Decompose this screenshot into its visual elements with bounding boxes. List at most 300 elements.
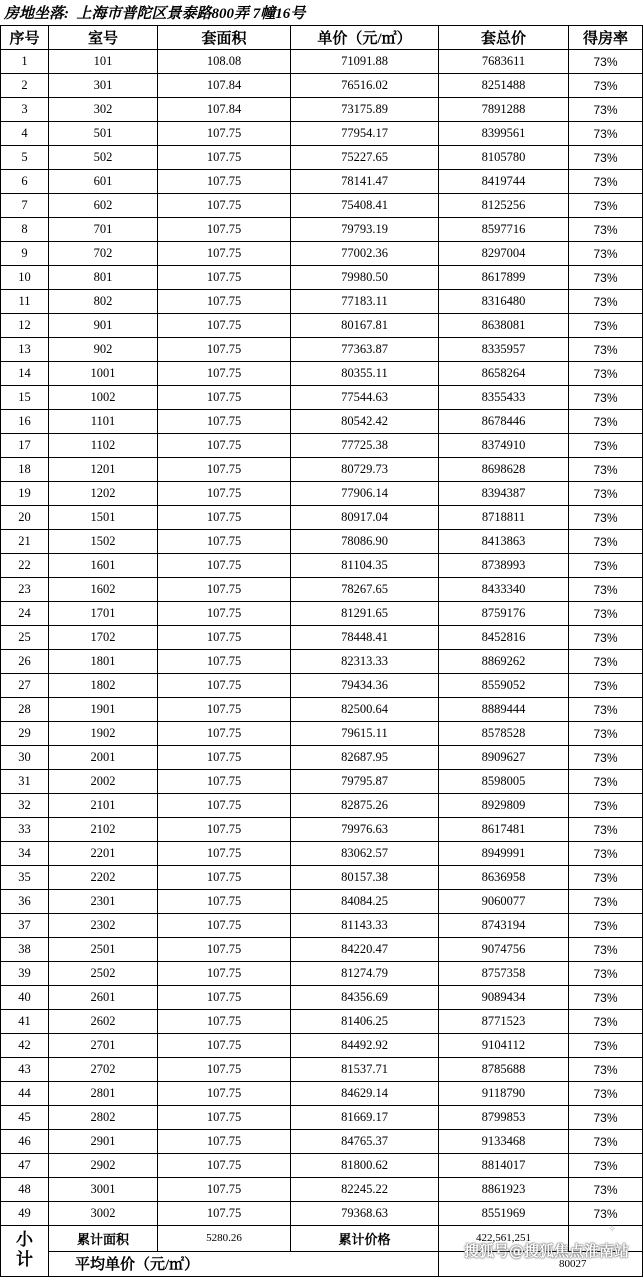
cell-unit-price: 79793.19 (291, 218, 439, 242)
cell-unit-price: 75227.65 (291, 146, 439, 170)
cell-index: 32 (1, 794, 49, 818)
cell-total-price: 9074756 (439, 938, 569, 962)
cell-room: 602 (49, 194, 158, 218)
table-row (1, 1010, 643, 1034)
cell-room: 1201 (49, 458, 158, 482)
cell-unit-price: 84492.92 (291, 1034, 439, 1058)
cell-unit-price: 77363.87 (291, 338, 439, 362)
cell-total-price: 8799853 (439, 1106, 569, 1130)
table-row (1, 1082, 643, 1106)
cell-unit-price: 82313.33 (291, 650, 439, 674)
cell-room: 902 (49, 338, 158, 362)
table-row (1, 626, 643, 650)
table-row (1, 314, 643, 338)
cell-efficiency: 73% (569, 74, 643, 98)
cell-total-price: 8785688 (439, 1058, 569, 1082)
cell-efficiency: 73% (569, 362, 643, 386)
table-row (1, 194, 643, 218)
col-header-unit-price: 单价（元/㎡） (291, 26, 439, 50)
cell-room: 2701 (49, 1034, 158, 1058)
cell-unit-price: 71091.88 (291, 50, 439, 74)
cell-efficiency: 73% (569, 746, 643, 770)
cell-area: 107.75 (158, 578, 291, 602)
cell-area: 107.75 (158, 1178, 291, 1202)
cell-efficiency: 73% (569, 866, 643, 890)
cell-index: 14 (1, 362, 49, 386)
cell-index: 49 (1, 1202, 49, 1226)
cell-efficiency: 73% (569, 626, 643, 650)
cell-unit-price: 81104.35 (291, 554, 439, 578)
cell-unit-price: 79434.36 (291, 674, 439, 698)
cell-unit-price: 73175.89 (291, 98, 439, 122)
cell-room: 2201 (49, 842, 158, 866)
cell-area: 107.75 (158, 770, 291, 794)
cell-index: 47 (1, 1154, 49, 1178)
cell-efficiency: 73% (569, 986, 643, 1010)
table-row (1, 698, 643, 722)
table-row (1, 842, 643, 866)
cell-efficiency: 73% (569, 410, 643, 434)
table-row (1, 722, 643, 746)
table-row (1, 74, 643, 98)
cell-index: 21 (1, 530, 49, 554)
cell-total-price: 9118790 (439, 1082, 569, 1106)
cell-unit-price: 80542.42 (291, 410, 439, 434)
cell-index: 39 (1, 962, 49, 986)
cell-room: 302 (49, 98, 158, 122)
cell-unit-price: 80729.73 (291, 458, 439, 482)
cell-total-price: 8598005 (439, 770, 569, 794)
cell-index: 12 (1, 314, 49, 338)
cell-room: 502 (49, 146, 158, 170)
table-row (1, 554, 643, 578)
cell-efficiency: 73% (569, 962, 643, 986)
cell-total-price: 8433340 (439, 578, 569, 602)
cell-total-price: 8316480 (439, 290, 569, 314)
cell-total-price: 9104112 (439, 1034, 569, 1058)
cell-efficiency: 73% (569, 50, 643, 74)
cell-total-price: 8355433 (439, 386, 569, 410)
cell-area: 107.75 (158, 266, 291, 290)
cell-index: 44 (1, 1082, 49, 1106)
cell-area: 107.75 (158, 626, 291, 650)
subtotal-label-text: 小计 (16, 1230, 33, 1269)
cell-area: 107.75 (158, 602, 291, 626)
cell-total-price: 8413863 (439, 530, 569, 554)
cell-area: 107.84 (158, 98, 291, 122)
cell-total-price: 8638081 (439, 314, 569, 338)
cell-room: 1801 (49, 650, 158, 674)
cell-area: 107.75 (158, 218, 291, 242)
total-price-value: 422,561,251 (439, 1226, 569, 1252)
cell-unit-price: 80355.11 (291, 362, 439, 386)
cell-area: 107.75 (158, 1010, 291, 1034)
cell-room: 1501 (49, 506, 158, 530)
cell-room: 1002 (49, 386, 158, 410)
cell-unit-price: 82687.95 (291, 746, 439, 770)
cell-unit-price: 81800.62 (291, 1154, 439, 1178)
cell-efficiency: 73% (569, 314, 643, 338)
cell-index: 46 (1, 1130, 49, 1154)
cell-unit-price: 77954.17 (291, 122, 439, 146)
cell-efficiency: 73% (569, 698, 643, 722)
cell-index: 1 (1, 50, 49, 74)
cell-room: 701 (49, 218, 158, 242)
cell-room: 2301 (49, 890, 158, 914)
col-header-index: 序号 (1, 26, 49, 50)
table-row (1, 866, 643, 890)
cell-area: 107.75 (158, 1106, 291, 1130)
cell-efficiency: 73% (569, 386, 643, 410)
table-row (1, 410, 643, 434)
cell-area: 107.75 (158, 1082, 291, 1106)
cell-unit-price: 84356.69 (291, 986, 439, 1010)
cell-total-price: 8394387 (439, 482, 569, 506)
table-row (1, 458, 643, 482)
cell-area: 107.75 (158, 986, 291, 1010)
cell-efficiency: 73% (569, 1130, 643, 1154)
cell-total-price: 8929809 (439, 794, 569, 818)
cell-total-price: 8861923 (439, 1178, 569, 1202)
col-header-area: 套面积 (158, 26, 291, 50)
cell-total-price: 8578528 (439, 722, 569, 746)
cell-unit-price: 84765.37 (291, 1130, 439, 1154)
cell-room: 1902 (49, 722, 158, 746)
cell-unit-price: 82875.26 (291, 794, 439, 818)
cell-room: 2601 (49, 986, 158, 1010)
cell-room: 1102 (49, 434, 158, 458)
cell-index: 13 (1, 338, 49, 362)
cell-room: 1502 (49, 530, 158, 554)
cell-efficiency: 73% (569, 1058, 643, 1082)
cell-area: 107.75 (158, 290, 291, 314)
table-row (1, 578, 643, 602)
cell-room: 2302 (49, 914, 158, 938)
cell-room: 702 (49, 242, 158, 266)
cell-total-price: 8636958 (439, 866, 569, 890)
cell-area: 107.75 (158, 674, 291, 698)
cell-unit-price: 78448.41 (291, 626, 439, 650)
cell-room: 2101 (49, 794, 158, 818)
cell-efficiency: 73% (569, 1202, 643, 1226)
cell-area: 107.75 (158, 1058, 291, 1082)
cell-index: 18 (1, 458, 49, 482)
cell-efficiency: 73% (569, 602, 643, 626)
cell-index: 11 (1, 290, 49, 314)
cell-area: 107.75 (158, 1202, 291, 1226)
cell-index: 40 (1, 986, 49, 1010)
cell-area: 107.75 (158, 338, 291, 362)
cell-area: 107.75 (158, 1034, 291, 1058)
cell-efficiency: 73% (569, 482, 643, 506)
average-price-label: 平均单价（元/㎡） (49, 1251, 439, 1277)
cell-total-price: 8335957 (439, 338, 569, 362)
cell-efficiency: 73% (569, 818, 643, 842)
cell-index: 23 (1, 578, 49, 602)
cell-index: 7 (1, 194, 49, 218)
table-row (1, 818, 643, 842)
table-row (1, 1034, 643, 1058)
cell-efficiency: 73% (569, 530, 643, 554)
cell-unit-price: 81406.25 (291, 1010, 439, 1034)
cell-room: 2602 (49, 1010, 158, 1034)
total-price-label: 累计价格 (291, 1226, 439, 1252)
cell-efficiency: 73% (569, 434, 643, 458)
cell-index: 38 (1, 938, 49, 962)
cell-area: 107.75 (158, 362, 291, 386)
cell-total-price: 8105780 (439, 146, 569, 170)
table-row (1, 506, 643, 530)
cell-total-price: 8909627 (439, 746, 569, 770)
cell-unit-price: 83062.57 (291, 842, 439, 866)
cell-area: 107.75 (158, 530, 291, 554)
table-row (1, 290, 643, 314)
cell-unit-price: 78141.47 (291, 170, 439, 194)
table-row (1, 170, 643, 194)
cell-area: 107.75 (158, 650, 291, 674)
cell-room: 2002 (49, 770, 158, 794)
table-row (1, 1130, 643, 1154)
cell-room: 2702 (49, 1058, 158, 1082)
cell-unit-price: 79615.11 (291, 722, 439, 746)
cell-area: 107.75 (158, 554, 291, 578)
table-row (1, 1106, 643, 1130)
cell-index: 19 (1, 482, 49, 506)
cell-area: 107.75 (158, 194, 291, 218)
cell-unit-price: 79368.63 (291, 1202, 439, 1226)
table-row (1, 1154, 643, 1178)
cell-room: 2802 (49, 1106, 158, 1130)
table-row (1, 1058, 643, 1082)
cell-total-price: 9089434 (439, 986, 569, 1010)
cell-area: 107.75 (158, 314, 291, 338)
cell-room: 301 (49, 74, 158, 98)
cell-area: 107.75 (158, 818, 291, 842)
cell-total-price: 8125256 (439, 194, 569, 218)
cell-unit-price: 79795.87 (291, 770, 439, 794)
cell-unit-price: 77544.63 (291, 386, 439, 410)
cell-efficiency: 73% (569, 770, 643, 794)
table-row (1, 266, 643, 290)
cell-room: 2501 (49, 938, 158, 962)
cell-room: 2202 (49, 866, 158, 890)
cell-area: 107.75 (158, 242, 291, 266)
total-area-value: 5280.26 (158, 1226, 291, 1252)
cell-room: 2102 (49, 818, 158, 842)
cell-total-price: 8743194 (439, 914, 569, 938)
cell-index: 31 (1, 770, 49, 794)
cell-room: 501 (49, 122, 158, 146)
cell-efficiency: 73% (569, 842, 643, 866)
table-row (1, 98, 643, 122)
cell-total-price: 8658264 (439, 362, 569, 386)
cell-efficiency: 73% (569, 242, 643, 266)
cell-unit-price: 80917.04 (291, 506, 439, 530)
watermark-icon: ✧ (608, 1224, 617, 1235)
cell-index: 17 (1, 434, 49, 458)
cell-area: 107.75 (158, 938, 291, 962)
cell-index: 9 (1, 242, 49, 266)
cell-index: 28 (1, 698, 49, 722)
cell-room: 101 (49, 50, 158, 74)
cell-total-price: 8949991 (439, 842, 569, 866)
cell-index: 43 (1, 1058, 49, 1082)
cell-total-price: 9060077 (439, 890, 569, 914)
cell-unit-price: 77183.11 (291, 290, 439, 314)
average-price-number: 80027 (559, 1257, 587, 1270)
cell-index: 34 (1, 842, 49, 866)
cell-index: 24 (1, 602, 49, 626)
cell-unit-price: 78267.65 (291, 578, 439, 602)
cell-efficiency: 73% (569, 146, 643, 170)
property-location-title: 房地坐落: 上海市普陀区景泰路800弄 7幢16号 (4, 6, 306, 22)
cell-unit-price: 76516.02 (291, 74, 439, 98)
cell-efficiency: 73% (569, 338, 643, 362)
table-row (1, 602, 643, 626)
cell-efficiency: 73% (569, 722, 643, 746)
cell-room: 1802 (49, 674, 158, 698)
cell-efficiency: 73% (569, 674, 643, 698)
cell-area: 107.84 (158, 74, 291, 98)
cell-unit-price: 82245.22 (291, 1178, 439, 1202)
cell-total-price: 8757358 (439, 962, 569, 986)
cell-efficiency: 73% (569, 458, 643, 482)
cell-area: 107.75 (158, 146, 291, 170)
cell-unit-price: 81143.33 (291, 914, 439, 938)
table-row (1, 434, 643, 458)
cell-unit-price: 79976.63 (291, 818, 439, 842)
col-header-room: 室号 (49, 26, 158, 50)
table-row (1, 650, 643, 674)
cell-efficiency: 73% (569, 1010, 643, 1034)
cell-index: 8 (1, 218, 49, 242)
cell-unit-price: 79980.50 (291, 266, 439, 290)
cell-total-price: 7683611 (439, 50, 569, 74)
cell-index: 26 (1, 650, 49, 674)
cell-room: 1001 (49, 362, 158, 386)
cell-efficiency: 73% (569, 794, 643, 818)
cell-unit-price: 84220.47 (291, 938, 439, 962)
cell-index: 27 (1, 674, 49, 698)
table-row (1, 1178, 643, 1202)
table-row (1, 386, 643, 410)
cell-room: 1901 (49, 698, 158, 722)
table-row (1, 242, 643, 266)
cell-total-price: 8698628 (439, 458, 569, 482)
cell-room: 3002 (49, 1202, 158, 1226)
cell-index: 35 (1, 866, 49, 890)
cell-efficiency: 73% (569, 194, 643, 218)
cell-room: 1702 (49, 626, 158, 650)
cell-efficiency: 73% (569, 554, 643, 578)
cell-index: 3 (1, 98, 49, 122)
cell-area: 107.75 (158, 170, 291, 194)
cell-total-price: 8759176 (439, 602, 569, 626)
cell-index: 45 (1, 1106, 49, 1130)
cell-efficiency: 73% (569, 890, 643, 914)
cell-total-price: 8559052 (439, 674, 569, 698)
table-row (1, 746, 643, 770)
cell-efficiency: 73% (569, 1082, 643, 1106)
cell-index: 48 (1, 1178, 49, 1202)
cell-area: 107.75 (158, 506, 291, 530)
cell-area: 107.75 (158, 914, 291, 938)
table-row (1, 890, 643, 914)
cell-total-price: 8869262 (439, 650, 569, 674)
cell-efficiency: 73% (569, 98, 643, 122)
cell-index: 25 (1, 626, 49, 650)
cell-area: 107.75 (158, 962, 291, 986)
cell-index: 42 (1, 1034, 49, 1058)
cell-index: 15 (1, 386, 49, 410)
cell-room: 1602 (49, 578, 158, 602)
cell-total-price: 8251488 (439, 74, 569, 98)
cell-unit-price: 77725.38 (291, 434, 439, 458)
cell-room: 1601 (49, 554, 158, 578)
cell-index: 41 (1, 1010, 49, 1034)
cell-index: 20 (1, 506, 49, 530)
cell-efficiency: 73% (569, 1034, 643, 1058)
cell-total-price: 8399561 (439, 122, 569, 146)
cell-room: 2901 (49, 1130, 158, 1154)
cell-room: 901 (49, 314, 158, 338)
cell-unit-price: 75408.41 (291, 194, 439, 218)
cell-room: 802 (49, 290, 158, 314)
cell-index: 29 (1, 722, 49, 746)
cell-efficiency: 73% (569, 578, 643, 602)
cell-index: 4 (1, 122, 49, 146)
table-row (1, 146, 643, 170)
cell-efficiency: 73% (569, 1154, 643, 1178)
cell-total-price: 8374910 (439, 434, 569, 458)
cell-total-price: 8814017 (439, 1154, 569, 1178)
cell-area: 107.75 (158, 1130, 291, 1154)
table-row (1, 794, 643, 818)
total-area-label: 累计面积 (49, 1226, 158, 1252)
cell-unit-price: 81291.65 (291, 602, 439, 626)
cell-room: 2001 (49, 746, 158, 770)
cell-room: 2502 (49, 962, 158, 986)
cell-total-price: 8678446 (439, 410, 569, 434)
cell-efficiency: 73% (569, 914, 643, 938)
cell-efficiency: 73% (569, 218, 643, 242)
cell-room: 1701 (49, 602, 158, 626)
cell-unit-price: 77906.14 (291, 482, 439, 506)
cell-room: 801 (49, 266, 158, 290)
cell-total-price: 8617481 (439, 818, 569, 842)
cell-index: 6 (1, 170, 49, 194)
cell-area: 107.75 (158, 698, 291, 722)
table-row (1, 530, 643, 554)
cell-area: 107.75 (158, 122, 291, 146)
price-list-table (0, 25, 643, 1277)
cell-total-price: 8771523 (439, 1010, 569, 1034)
cell-room: 2801 (49, 1082, 158, 1106)
cell-unit-price: 78086.90 (291, 530, 439, 554)
cell-total-price: 8297004 (439, 242, 569, 266)
cell-efficiency: 73% (569, 650, 643, 674)
cell-area: 107.75 (158, 722, 291, 746)
cell-unit-price: 82500.64 (291, 698, 439, 722)
cell-room: 3001 (49, 1178, 158, 1202)
cell-efficiency: 73% (569, 122, 643, 146)
cell-efficiency: 73% (569, 938, 643, 962)
cell-total-price: 8889444 (439, 698, 569, 722)
cell-area: 107.75 (158, 1154, 291, 1178)
cell-area: 107.75 (158, 482, 291, 506)
table-row (1, 50, 643, 74)
cell-unit-price: 80157.38 (291, 866, 439, 890)
